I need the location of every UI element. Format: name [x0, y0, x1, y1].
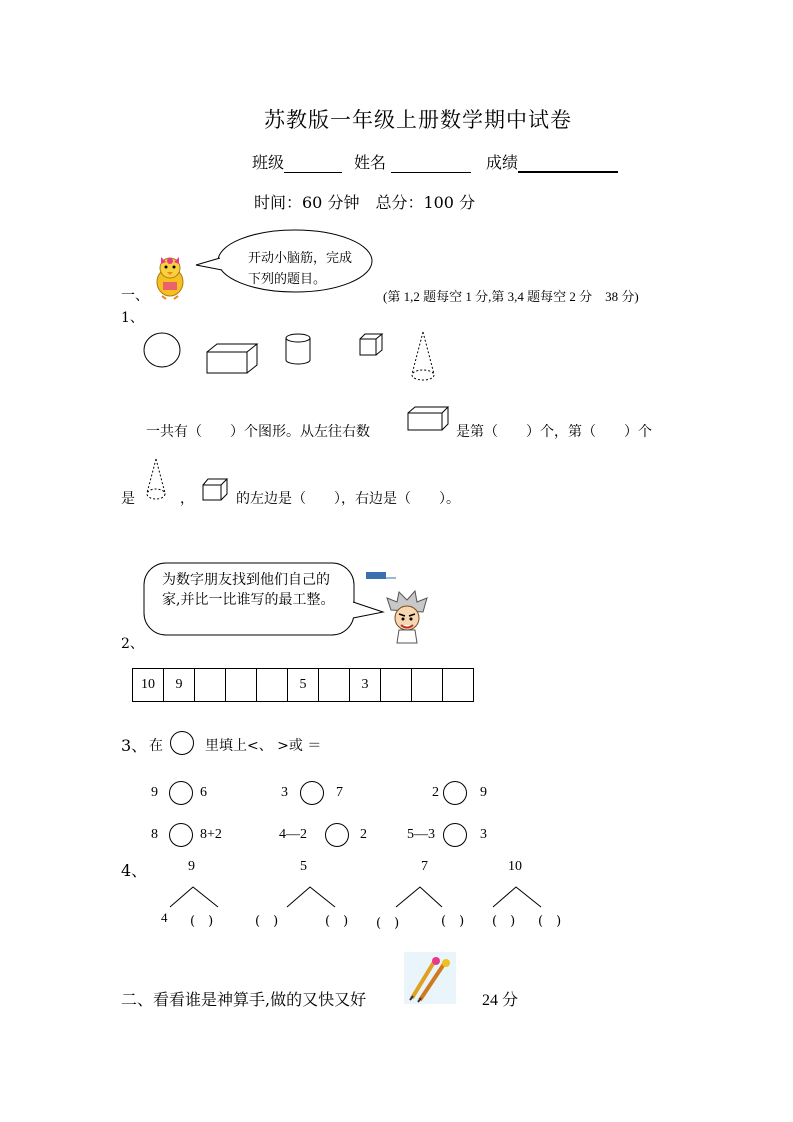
tree-right-3[interactable]: ( ): [441, 914, 465, 929]
number-cell: 9: [164, 669, 195, 702]
number-cell[interactable]: [319, 669, 350, 702]
q1-text-c: 是: [121, 491, 135, 507]
number-cell[interactable]: [412, 669, 443, 702]
score-group: [486, 150, 618, 173]
info-row: [252, 150, 342, 173]
cube-small-icon: [202, 478, 230, 502]
q1-text-a: 一共有（ ）个图形。从左往右数: [146, 424, 370, 440]
cone-small-icon: [145, 458, 169, 502]
score-field[interactable]: [518, 153, 618, 173]
tree-right-4[interactable]: ( ): [538, 914, 562, 929]
q3-instr-a: 在: [149, 738, 163, 754]
answer-circle[interactable]: [443, 781, 467, 805]
q3-right-6: 3: [480, 827, 487, 842]
q1-text-b: 是第（ ）个，第（ ）个: [456, 424, 652, 440]
cartoon-boy-icon: [385, 590, 430, 645]
pencils-icon: [404, 952, 456, 1004]
q3-left-1: 9: [151, 785, 158, 800]
q1-text-e: 的左边是（ ），右边是（ ）。: [236, 491, 460, 507]
name-field[interactable]: [391, 154, 471, 173]
q3-left-3: 2: [432, 785, 439, 800]
cylinder-shape-icon: [286, 334, 310, 364]
q3-left-4: 8: [151, 827, 158, 842]
chick-mascot-icon: [150, 252, 190, 302]
number-cell[interactable]: [443, 669, 474, 702]
time-line: 时间：60 分钟 总分：100 分: [254, 193, 476, 212]
class-label: 班级: [252, 153, 285, 172]
tree-right-2[interactable]: ( ): [325, 914, 349, 929]
q1-number: 1、: [121, 310, 144, 326]
number-cell[interactable]: [257, 669, 288, 702]
small-label-icon: [366, 572, 398, 582]
q3-right-5: 2: [360, 827, 367, 842]
q3-right-2: 7: [336, 785, 343, 800]
number-cell[interactable]: [226, 669, 257, 702]
cube-shape-icon: [360, 334, 382, 355]
section2-heading: 二、看看谁是神算手,做的又快又好: [121, 990, 367, 1009]
number-cell: 3: [350, 669, 381, 702]
q1-text-d: ，: [180, 491, 194, 507]
section1-points: (第 1,2 题每空 1 分,第 3,4 题每空 2 分 38 分): [383, 289, 639, 304]
section1-heading: 一、: [121, 288, 149, 304]
tree-left-4[interactable]: ( ): [492, 914, 516, 929]
page-title: 苏教版一年级上册数学期中试卷: [264, 108, 572, 132]
circle-shape-icon: [144, 333, 180, 367]
number-cell[interactable]: [195, 669, 226, 702]
number-cell[interactable]: [381, 669, 412, 702]
number-cell: 5: [288, 669, 319, 702]
tree-left-3[interactable]: ( ): [376, 916, 400, 931]
section2-points: 24 分: [482, 992, 519, 1009]
q3-right-4: 8+2: [200, 827, 222, 842]
score-label: 成绩: [486, 153, 519, 172]
tree-top-3: 7: [421, 859, 428, 874]
tree-left-1: 4: [161, 910, 168, 925]
name-group: [354, 150, 471, 173]
number-cell: 10: [133, 669, 164, 702]
tree-left-2[interactable]: ( ): [255, 914, 279, 929]
q3-number: 3、: [121, 736, 148, 755]
tree-right-1[interactable]: ( ): [190, 914, 214, 929]
cuboid-shape-icon: [207, 344, 257, 373]
q3-left-2: 3: [281, 785, 288, 800]
answer-circle[interactable]: [325, 823, 349, 847]
compare-circle-icon: [170, 731, 194, 755]
tree-top-2: 5: [300, 859, 307, 874]
q4-number: 4、: [121, 861, 148, 880]
answer-circle[interactable]: [443, 823, 467, 847]
q3-left-5: 4—2: [279, 827, 307, 842]
q3-left-6: 5—3: [407, 827, 435, 842]
answer-circle[interactable]: [300, 781, 324, 805]
number-table: [132, 668, 474, 702]
q3-instr-b: 里填上<、 >或 ＝: [205, 738, 322, 754]
number-bond-lines: [170, 883, 570, 909]
cone-shape-icon: [412, 332, 434, 380]
bubble-text-2: 为数字朋友找到他们自己的家,并比一比谁写的最工整。: [162, 572, 335, 608]
q3-right-1: 6: [200, 785, 207, 800]
answer-circle[interactable]: [169, 823, 193, 847]
name-label: 姓名: [354, 153, 387, 172]
class-field[interactable]: [284, 154, 342, 173]
answer-circle[interactable]: [169, 781, 193, 805]
q3-right-3: 9: [480, 785, 487, 800]
q2-number: 2、: [121, 636, 144, 652]
tree-top-1: 9: [188, 859, 195, 874]
cuboid-small-icon: [407, 404, 449, 432]
bubble-text-1: 开动小脑筋，完成下列的题目。: [248, 251, 353, 287]
tree-top-4: 10: [508, 859, 522, 874]
q1-shapes: [140, 330, 460, 385]
